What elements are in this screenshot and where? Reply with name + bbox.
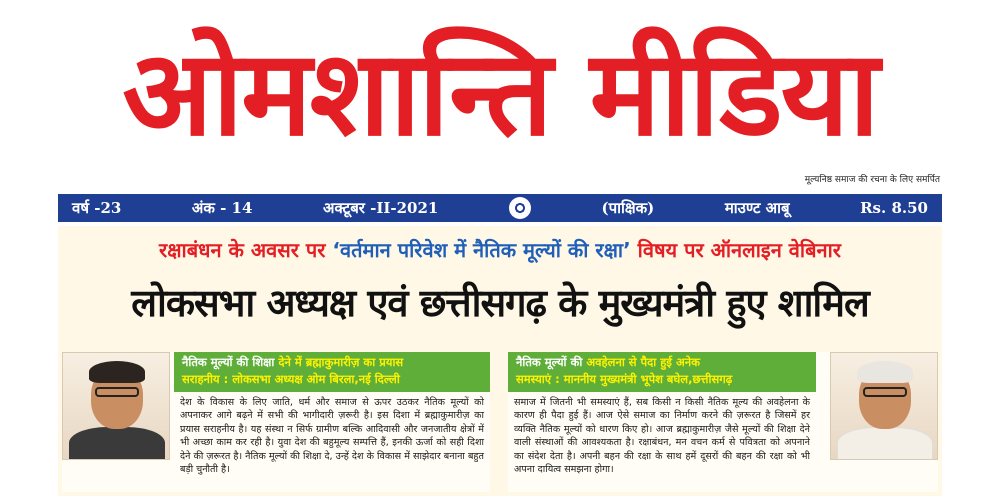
subheadline-topic: ‘वर्तमान परिवेश में नैतिक मूल्यों की रक्षा’ bbox=[332, 238, 631, 262]
story-right-heading-a: नैतिक मूल्यों की bbox=[516, 355, 587, 369]
speaker-photo-right bbox=[830, 352, 938, 460]
main-headline: लोकसभा अध्यक्ष एवं छत्तीसगढ़ के मुख्यमंत्री हुए शामिल bbox=[131, 281, 869, 325]
masthead-title: ओमशान्ति मीडिया bbox=[122, 24, 878, 162]
issue-price: Rs. 8.50 bbox=[860, 199, 928, 217]
story-right bbox=[508, 352, 938, 492]
story-left bbox=[62, 352, 490, 492]
story-left-heading-b: देने में ब्रह्माकुमारीज़ का प्रयास bbox=[278, 355, 404, 369]
story-right-heading-line2: समस्याएं : माननीय मुख्यमंत्री भूपेश बघेल,छत्तीसगढ़ bbox=[516, 372, 733, 386]
subheadline-part3: विषय पर ऑनलाइन वेबिनार bbox=[630, 238, 841, 262]
story-right-body: समाज में जितनी भी समस्याएं हैं, सब किसी न किसी नैतिक मूल्य की अवहेलना के कारण ही पैदा हुई हैं। आज ऐसे समाज का निर्माण करने की ज़रूरत है जिसमें हर व्यक्ति नैतिक मूल्यों को धारण किए हो। आज ब्रह्माकुमारीज़ जैसे मूल्यों की शिक्षा देने वाली संस्थाओं की आवश्यकता है। रक्षाबंधन, मन वचन कर्म से पवित्रता को अपनाने का संदेश देता है। अपनी बहन की रक्षा के साथ हमें दूसरों की बहन की रक्षा को भी अपना दायित्व समझना होगा। bbox=[514, 397, 810, 476]
story-left-body: देश के विकास के लिए जाति, धर्म और समाज से ऊपर उठकर नैतिक मूल्यों को अपनाकर आगे बढ़ने में सभी की भागीदारी ज़रूरी है। इस दिशा में ब्रह्माकुमारीज़ का प्रयास सराहनीय है। यह संस्था न सिर्फ ग्रामीण बल्कि आदिवासी और जनजातीय क्षेत्रों में भी अच्छा काम कर रही है। युवा देश की बहुमूल्य सम्पत्ति हैं, इनकी ऊर्जा को सही दिशा देने की ज़रूरत है। नैतिक मूल्यों की शिक्षा दे, उन्हें देश के विकास में साझेदार बनाना बहुत बड़ी चुनौती है। bbox=[180, 397, 484, 476]
subheadline-part1: रक्षाबंधन के अवसर पर bbox=[159, 238, 333, 262]
wheel-emblem-icon bbox=[509, 197, 531, 219]
masthead-tagline: मूल्यनिष्ठ समाज की रचना के लिए समर्पित bbox=[804, 175, 940, 185]
story-left-heading bbox=[174, 352, 490, 392]
issue-info-bar bbox=[58, 194, 942, 222]
subheadline bbox=[58, 236, 942, 263]
issue-place: माउण्ट आबू bbox=[724, 199, 790, 217]
issue-year: वर्ष -23 bbox=[72, 199, 122, 217]
issue-date: अक्टूबर -II-2021 bbox=[323, 199, 439, 217]
speaker-photo-left bbox=[62, 352, 170, 460]
story-left-heading-line2: सराहनीय : लोकसभा अध्यक्ष ओम बिरला,नई दिल्ली bbox=[182, 372, 400, 386]
story-right-heading bbox=[508, 352, 816, 392]
issue-number: अंक - 14 bbox=[191, 199, 253, 217]
issue-frequency: (पाक्षिक) bbox=[601, 199, 655, 217]
story-right-heading-b: अवहेलना से पैदा हुई अनेक bbox=[586, 355, 700, 369]
story-left-heading-a: नैतिक मूल्यों की शिक्षा bbox=[182, 355, 279, 369]
